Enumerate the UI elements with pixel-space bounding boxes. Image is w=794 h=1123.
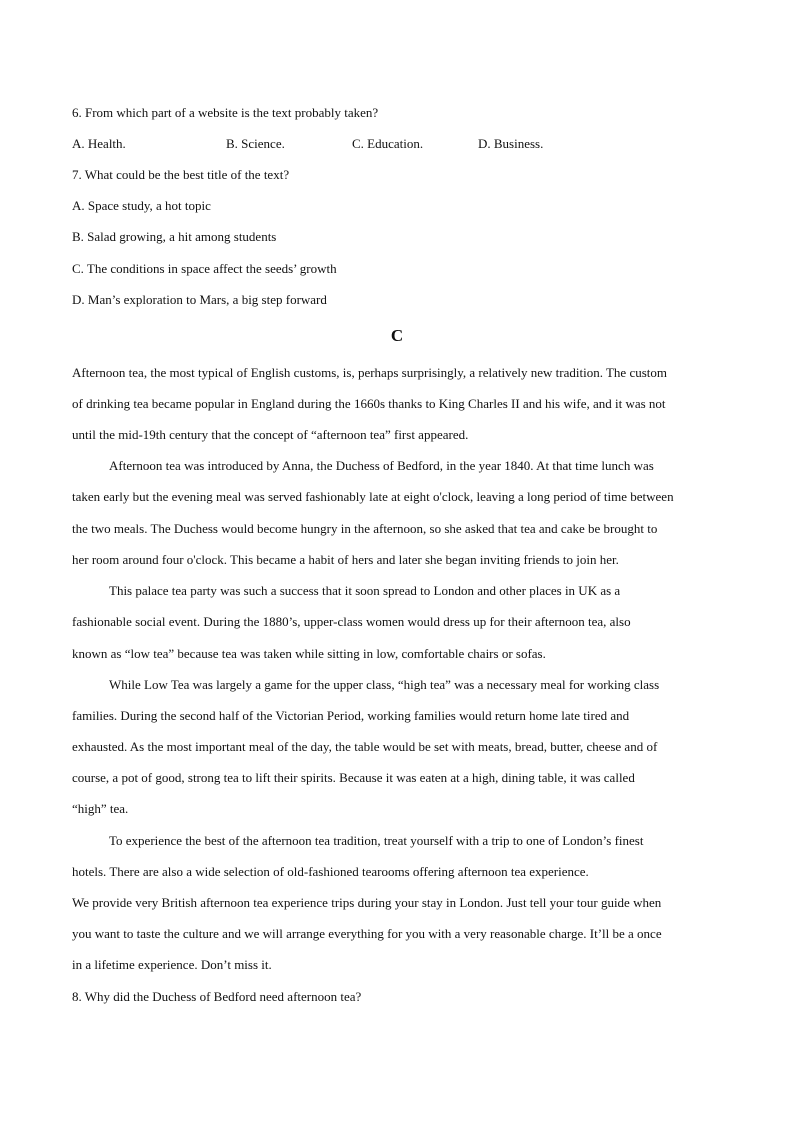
q6-option-a: A. Health.	[72, 136, 126, 151]
passage-line: Afternoon tea, the most typical of English customs, is, perhaps surprisingly, a relatively new tradition. The custom	[72, 365, 667, 380]
q7-option-b: B. Salad growing, a hit among students	[72, 229, 277, 244]
passage-line: in a lifetime experience. Don’t miss it.	[72, 957, 272, 972]
passage-line: you want to taste the culture and we will arrange everything for you with a very reasonable charge. It’ll be a once	[72, 926, 662, 941]
passage-line: Afternoon tea was introduced by Anna, the Duchess of Bedford, in the year 1840. At that time lunch was	[109, 458, 654, 473]
passage-line: families. During the second half of the Victorian Period, working families would return home late tired and	[72, 708, 630, 723]
q6-option-b: B. Science.	[226, 136, 285, 151]
passage-line: exhausted. As the most important meal of the day, the table would be set with meats, bread, butter, cheese and of	[72, 739, 658, 754]
passage-line: known as “low tea” because tea was taken while sitting in low, comfortable chairs or sofas.	[72, 646, 546, 661]
q7-option-a: A. Space study, a hot topic	[72, 198, 211, 213]
q7-option-c: C. The conditions in space affect the seeds’ growth	[72, 261, 337, 276]
q6-option-c: C. Education.	[352, 136, 424, 151]
passage-line: This palace tea party was such a success that it soon spread to London and other places in UK as a	[109, 583, 621, 598]
passage-line: of drinking tea became popular in England during the 1660s thanks to King Charles II and his wife, and it was not	[72, 396, 666, 411]
question-7: 7. What could be the best title of the text?	[72, 167, 290, 182]
passage-line: her room around four o'clock. This became a habit of hers and later she began inviting friends to join her.	[72, 552, 619, 567]
passage-line: until the mid-19th century that the concept of “afternoon tea” first appeared.	[72, 427, 469, 442]
passage-line: “high” tea.	[72, 801, 129, 816]
passage-line: We provide very British afternoon tea experience trips during your stay in London. Just tell your tour guide when	[72, 895, 662, 910]
passage-line: While Low Tea was largely a game for the upper class, “high tea” was a necessary meal for working class	[109, 677, 660, 692]
question-8: 8. Why did the Duchess of Bedford need afternoon tea?	[72, 989, 362, 1004]
passage-line: course, a pot of good, strong tea to lift their spirits. Because it was eaten at a high, dining table, it was called	[72, 770, 635, 785]
q6-option-d: D. Business.	[478, 136, 544, 151]
q7-option-d: D. Man’s exploration to Mars, a big step forward	[72, 292, 327, 307]
passage-line: the two meals. The Duchess would become hungry in the afternoon, so she asked that tea and cake be brought to	[72, 521, 658, 536]
question-6: 6. From which part of a website is the text probably taken?	[72, 105, 379, 120]
passage-line: taken early but the evening meal was served fashionably late at eight o'clock, leaving a long period of time between	[72, 489, 674, 504]
section-title: C	[390, 326, 404, 345]
passage-line: fashionable social event. During the 1880’s, upper-class women would dress up for their afternoon tea, also	[72, 614, 631, 629]
passage-line: hotels. There are also a wide selection of old-fashioned tearooms offering afternoon tea experience.	[72, 864, 589, 879]
passage-line: To experience the best of the afternoon tea tradition, treat yourself with a trip to one of London’s finest	[109, 833, 644, 848]
